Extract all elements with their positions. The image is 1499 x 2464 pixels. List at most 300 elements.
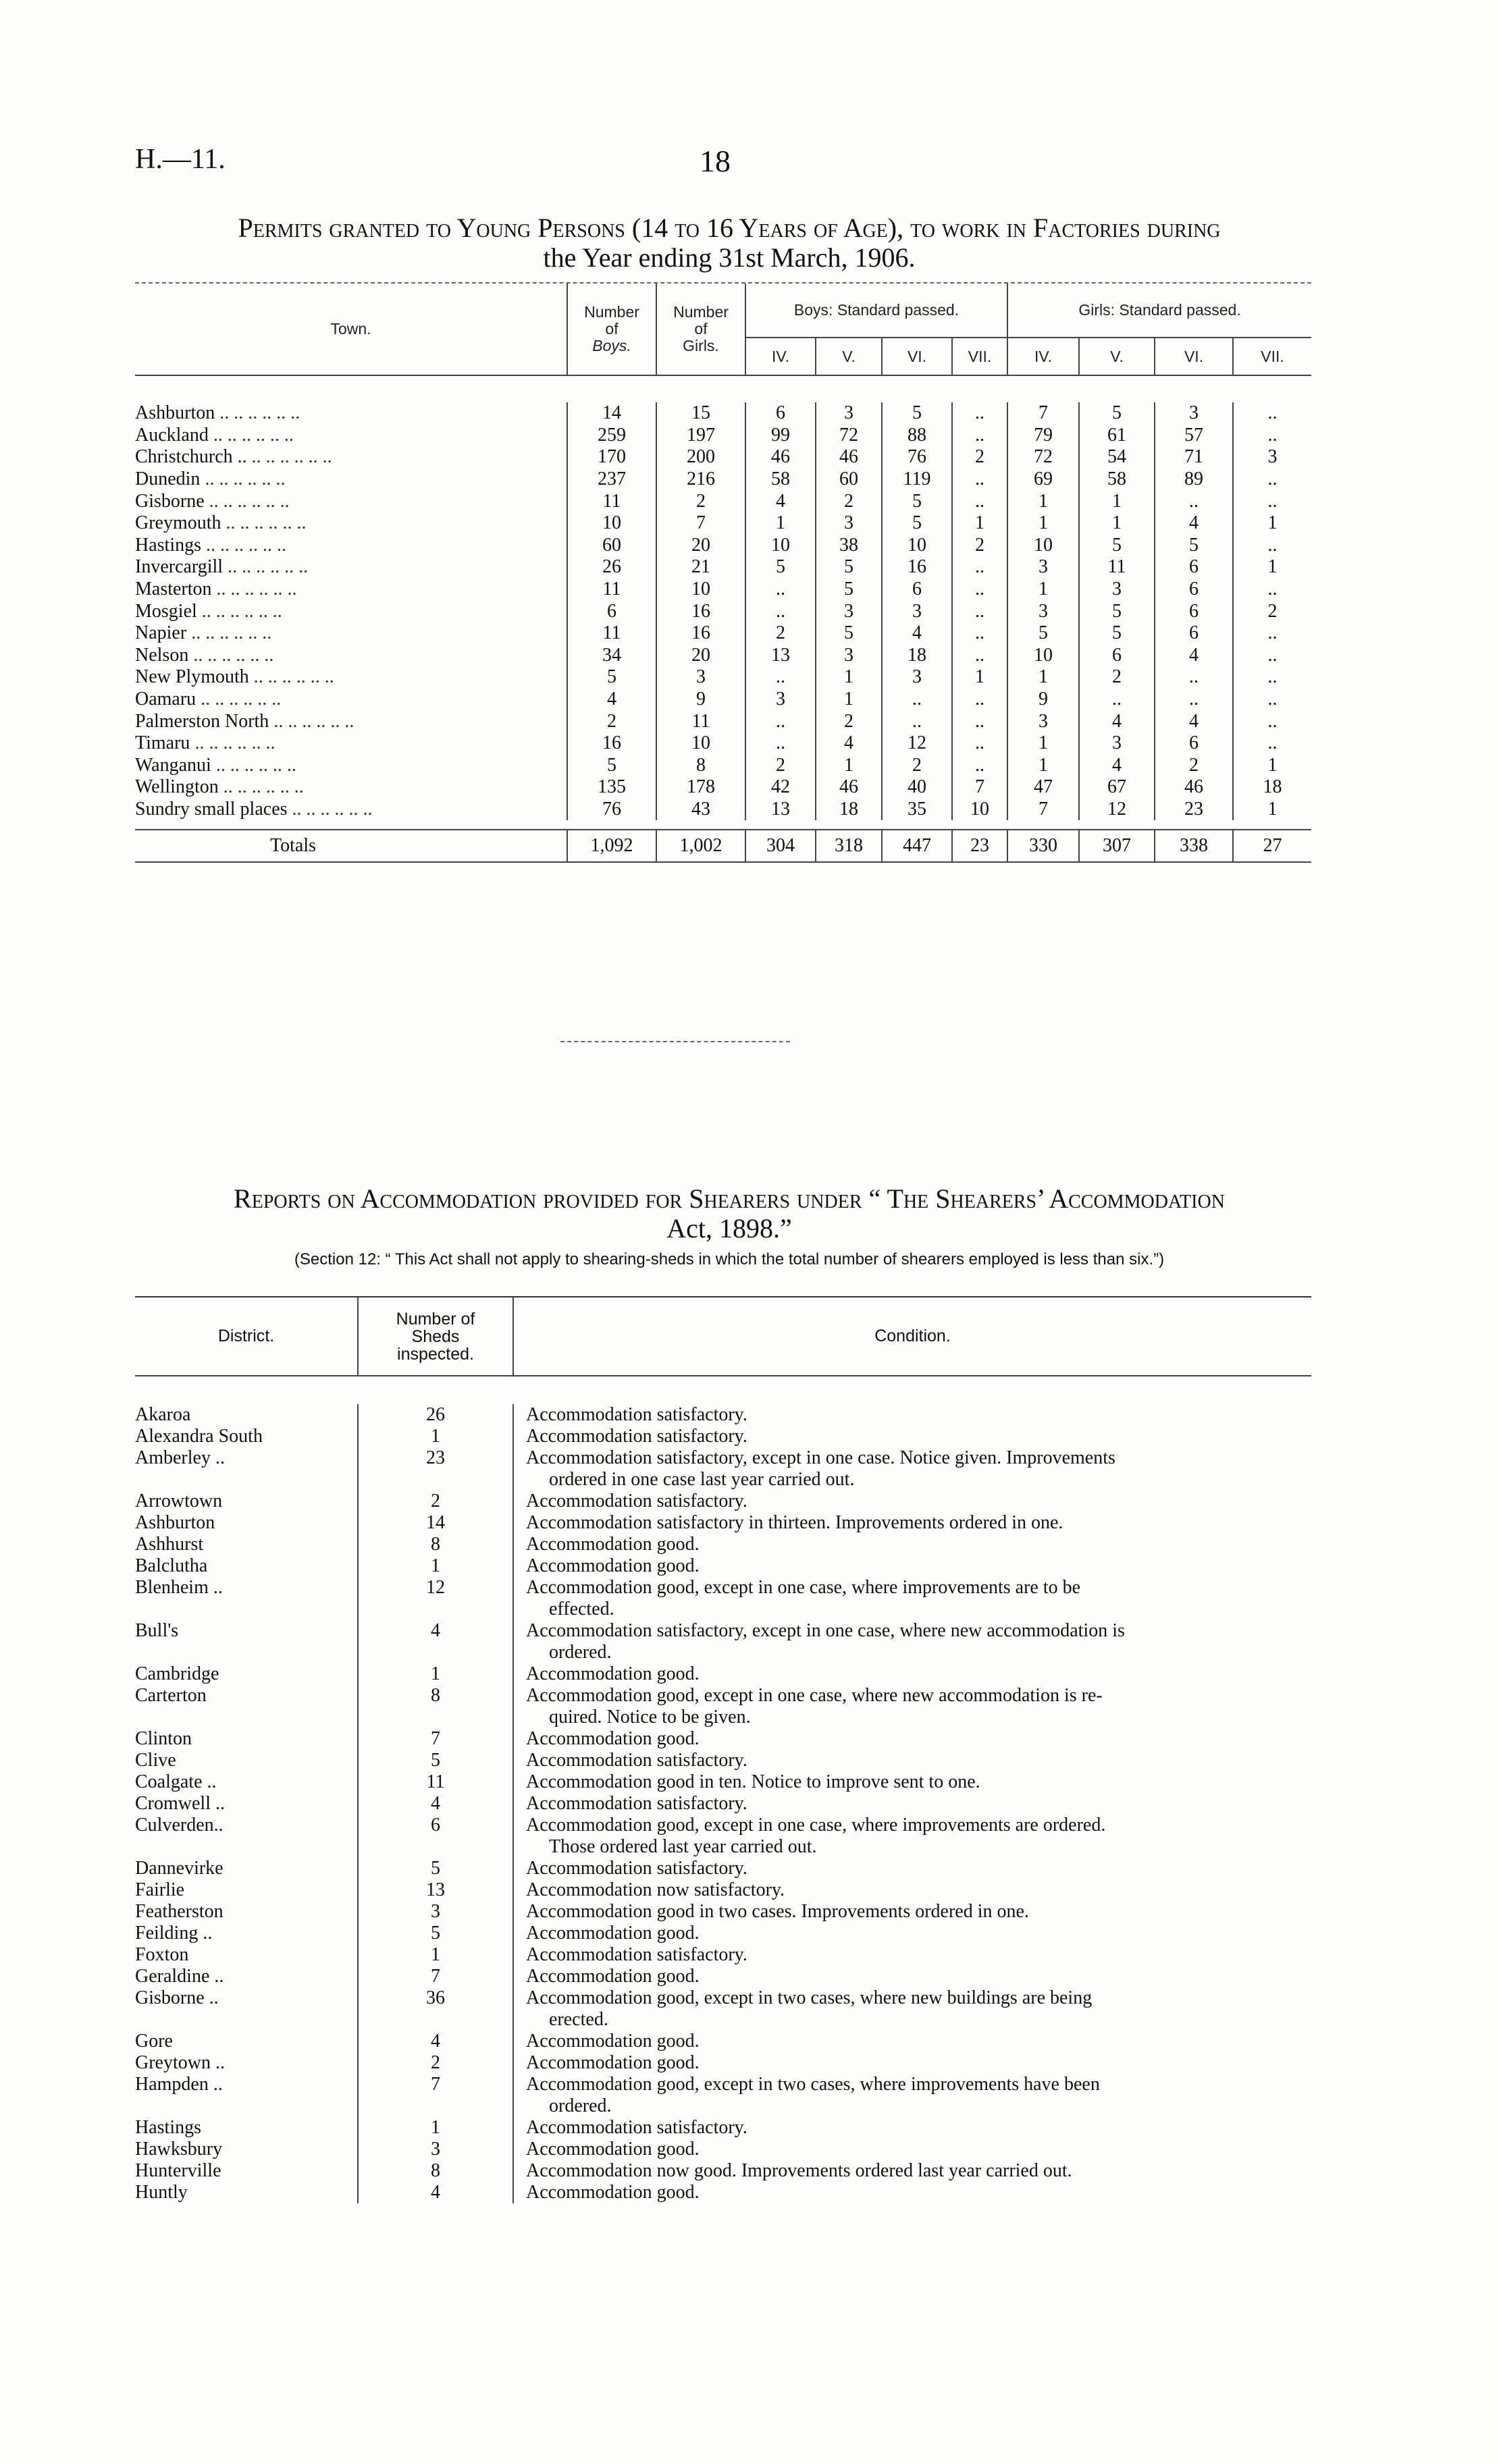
girls-standard-value: .. <box>1233 666 1311 689</box>
condition-cell <box>513 1987 1311 2031</box>
town-name: Hastings <box>135 534 201 556</box>
girls-standard-value: 89 <box>1155 468 1233 491</box>
boys-standard-value: 1 <box>816 666 882 689</box>
condition-cell <box>513 1404 1311 1426</box>
boys-standard-value: 2 <box>952 535 1007 557</box>
boys-standard-value: 10 <box>745 535 816 557</box>
girls-standard-value: 1 <box>1233 512 1311 535</box>
sheds-count: 8 <box>358 1685 513 1728</box>
girls-standard-value: 69 <box>1007 468 1079 491</box>
shearers-row <box>135 1491 1311 1512</box>
girls-count: 2 <box>656 490 745 512</box>
boys-count: 76 <box>567 799 656 821</box>
col-condition: Condition. <box>513 1297 1311 1376</box>
town-name: Palmerston North <box>135 710 269 732</box>
district-name: Blenheim .. <box>135 1577 223 1598</box>
total-girls-standard: 330 <box>1007 830 1079 862</box>
girls-standard-value: 58 <box>1079 468 1155 491</box>
condition-cell <box>513 1966 1311 1987</box>
girls-standard-value: 1 <box>1079 490 1155 512</box>
girls-standard-value: 6 <box>1079 645 1155 667</box>
district-name: Clive <box>135 1750 176 1771</box>
girls-standard-value: .. <box>1233 689 1311 711</box>
boys-standard-value: 16 <box>882 556 952 579</box>
shearers-row <box>135 1901 1311 1923</box>
girls-standard-value: 5 <box>1007 622 1079 645</box>
shearers-row <box>135 1858 1311 1879</box>
town-name: Gisborne <box>135 490 205 512</box>
condition-text: Accommodation good. <box>526 1728 700 1749</box>
permits-row <box>135 600 1311 622</box>
condition-cell <box>513 2117 1311 2139</box>
sheds-count: 8 <box>358 1534 513 1555</box>
shearers-row <box>135 1987 1311 2031</box>
shearers-row <box>135 1685 1311 1728</box>
condition-continuation: Those ordered last year carried out. <box>549 1836 817 1857</box>
condition-text: Accommodation good. <box>526 2182 700 2203</box>
shearers-row <box>135 1793 1311 1815</box>
condition-cell <box>513 1555 1311 1577</box>
girls-standard-value: 1 <box>1079 512 1155 535</box>
girls-standard-value: 71 <box>1155 446 1233 468</box>
boys-count: 14 <box>567 402 656 425</box>
boys-standard-value: 60 <box>816 468 882 491</box>
girls-standard-value: .. <box>1233 468 1311 491</box>
boys-standard-value: .. <box>952 425 1007 447</box>
permits-title-line2: the Year ending 31st March, 1906. <box>543 242 916 273</box>
boys-standard-value: .. <box>952 710 1007 732</box>
shearers-row <box>135 1426 1311 1447</box>
boys-standard-value: 46 <box>816 446 882 468</box>
condition-cell <box>513 1663 1311 1685</box>
boys-standard-value: 1 <box>952 512 1007 535</box>
col-boys: Number of Boys. <box>567 284 656 375</box>
boys-standard-value: .. <box>952 468 1007 491</box>
town-cell <box>135 689 567 711</box>
sheds-count: 26 <box>358 1404 513 1426</box>
leader-dots: .. .. .. .. .. .. <box>208 424 294 446</box>
town-cell <box>135 446 567 468</box>
condition-text: Accommodation good. <box>526 1966 700 1987</box>
district-name: Amberley .. <box>135 1447 225 1468</box>
total-girls-standard: 307 <box>1079 830 1155 862</box>
boys-standard-value: 3 <box>745 689 816 711</box>
shearers-row <box>135 1750 1311 1771</box>
boys-standard-value: 2 <box>952 446 1007 468</box>
leader-dots: .. .. .. .. .. .. <box>221 512 307 534</box>
boys-standard-value: 1 <box>952 666 1007 689</box>
district-name: Bull's <box>135 1620 179 1641</box>
girls-standard-value: 7 <box>1007 402 1079 425</box>
shearers-row <box>135 2160 1311 2182</box>
boys-count: 34 <box>567 645 656 667</box>
col-sheds: Number of Sheds inspected. <box>358 1297 513 1376</box>
permits-title-line1: Permits granted to Young Persons (14 to 16 Years of Age), to work in Factories during <box>238 213 1221 243</box>
boys-standard-value: 3 <box>816 645 882 667</box>
town-name: Auckland <box>135 424 209 446</box>
sheds-count: 1 <box>358 2117 513 2139</box>
district-name: Akaroa <box>135 1404 191 1425</box>
boys-standard-value: 99 <box>745 425 816 447</box>
condition-text: Accommodation satisfactory, except in one case. Notice given. Improvements <box>526 1447 1115 1468</box>
girls-standard-value: 3 <box>1007 600 1079 622</box>
page-number: 18 <box>700 144 731 178</box>
permits-row <box>135 425 1311 447</box>
condition-cell <box>513 1728 1311 1750</box>
sheds-count: 2 <box>358 2052 513 2074</box>
girls-standard-value: 1 <box>1233 799 1311 821</box>
condition-text: Accommodation good, except in one case, where new accommodation is re- <box>526 1685 1103 1706</box>
boys-standard-value: .. <box>952 490 1007 512</box>
town-name: Wellington <box>135 776 219 798</box>
boys-standard-value: 35 <box>882 799 952 821</box>
boys-standard-value: 1 <box>816 689 882 711</box>
condition-cell <box>513 1426 1311 1447</box>
sheds-count: 6 <box>358 1815 513 1858</box>
boys-standard-value: 46 <box>745 446 816 468</box>
town-name: Wanganui <box>135 754 211 776</box>
girls-standard-value: 3 <box>1007 556 1079 579</box>
col-girls-std: IV. <box>1007 338 1079 375</box>
totals-row <box>135 830 1311 862</box>
shearers-row <box>135 2074 1311 2117</box>
boys-count: 4 <box>567 689 656 711</box>
total-girls-standard: 27 <box>1233 830 1311 862</box>
permits-row <box>135 490 1311 512</box>
sheds-count: 4 <box>358 2182 513 2203</box>
town-cell <box>135 622 567 645</box>
condition-cell <box>513 2052 1311 2074</box>
condition-text: Accommodation satisfactory. <box>526 1491 747 1511</box>
permits-row <box>135 579 1311 601</box>
boys-standard-value: .. <box>952 732 1007 755</box>
condition-cell <box>513 1858 1311 1879</box>
town-name: Invercargill <box>135 556 223 578</box>
boys-count: 5 <box>567 666 656 689</box>
condition-continuation: effected. <box>549 1599 614 1619</box>
shearers-row <box>135 2117 1311 2139</box>
permits-row <box>135 666 1311 689</box>
girls-standard-value: 12 <box>1079 799 1155 821</box>
boys-count: 237 <box>567 468 656 491</box>
girls-standard-value: .. <box>1233 579 1311 601</box>
condition-cell <box>513 1577 1311 1620</box>
col-boys-std: VI. <box>882 338 952 375</box>
town-cell <box>135 556 567 579</box>
shearers-title <box>135 1184 1323 1243</box>
shearers-row <box>135 2182 1311 2203</box>
shearers-row <box>135 2139 1311 2160</box>
district-name: Hawksbury <box>135 2139 223 2160</box>
boys-standard-value: 7 <box>952 776 1007 799</box>
condition-text: Accommodation good. <box>526 2139 700 2160</box>
girls-count: 11 <box>656 710 745 732</box>
boys-standard-value: 6 <box>882 579 952 601</box>
girls-standard-value: 6 <box>1155 732 1233 755</box>
leader-dots: .. .. .. .. .. .. <box>215 402 300 424</box>
boys-standard-value: 4 <box>816 732 882 755</box>
condition-cell <box>513 1923 1311 1944</box>
girls-standard-value: 3 <box>1079 579 1155 601</box>
permits-row <box>135 689 1311 711</box>
boys-standard-value: 6 <box>745 402 816 425</box>
boys-standard-value: 3 <box>816 512 882 535</box>
girls-standard-value: .. <box>1233 490 1311 512</box>
total-boys-standard: 23 <box>952 830 1007 862</box>
girls-standard-value: 5 <box>1155 535 1233 557</box>
leader-dots: .. .. .. .. .. .. <box>200 468 286 490</box>
boys-standard-value: 2 <box>816 710 882 732</box>
permits-row <box>135 535 1311 557</box>
girls-standard-value: 1 <box>1233 556 1311 579</box>
condition-text: Accommodation good in two cases. Improvements ordered in one. <box>526 1901 1029 1922</box>
leader-dots: .. .. .. .. .. .. <box>204 490 290 512</box>
boys-standard-value: .. <box>952 755 1007 777</box>
girls-standard-value: 4 <box>1155 710 1233 732</box>
town-name: Masterton <box>135 579 212 600</box>
sheds-count: 12 <box>358 1577 513 1620</box>
col-boys-std: IV. <box>745 338 816 375</box>
girls-standard-value: .. <box>1233 425 1311 447</box>
condition-cell <box>513 2160 1311 2182</box>
town-cell <box>135 512 567 535</box>
col-town: Town. <box>330 320 371 338</box>
shearers-row <box>135 1447 1311 1491</box>
shearers-title-line1: Reports on Accommodation provided for Shearers under “ The Shearers’ Accommodation <box>234 1183 1225 1214</box>
town-name: Mosgiel <box>135 600 197 622</box>
town-name: Christchurch .. <box>135 446 247 468</box>
girls-standard-value: 46 <box>1155 776 1233 799</box>
leader-dots: .. .. .. .. .. .. <box>190 732 275 754</box>
district-name: Arrowtown <box>135 1491 223 1511</box>
condition-cell <box>513 2182 1311 2203</box>
permits-row <box>135 622 1311 645</box>
girls-standard-value: 67 <box>1079 776 1155 799</box>
girls-count: 3 <box>656 666 745 689</box>
girls-standard-value: .. <box>1155 666 1233 689</box>
district-name: Ashburton <box>135 1512 215 1533</box>
leader-dots: .. .. .. .. .. .. <box>188 644 274 666</box>
boys-standard-value: .. <box>745 600 816 622</box>
girls-count: 8 <box>656 755 745 777</box>
boys-count: 11 <box>567 490 656 512</box>
boys-standard-value: 2 <box>745 622 816 645</box>
condition-cell <box>513 1771 1311 1793</box>
girls-standard-value: 5 <box>1079 622 1155 645</box>
boys-standard-value: 38 <box>816 535 882 557</box>
leader-dots: .. .. .. .. .. .. <box>196 600 282 622</box>
sheds-count: 14 <box>358 1512 513 1534</box>
condition-text: Accommodation satisfactory. <box>526 1858 747 1879</box>
girls-count: 10 <box>656 579 745 601</box>
boys-standard-value: 12 <box>882 732 952 755</box>
leader-dots: .. .. .. .. .. .. <box>201 534 286 556</box>
permits-row <box>135 776 1311 799</box>
permits-row <box>135 468 1311 491</box>
district-name: Balclutha <box>135 1555 208 1576</box>
sheds-count: 1 <box>358 1555 513 1577</box>
girls-standard-value: 3 <box>1079 732 1155 755</box>
condition-text: Accommodation good. <box>526 1923 700 1944</box>
condition-cell <box>513 1879 1311 1901</box>
shearers-row <box>135 1966 1311 1987</box>
shearers-row <box>135 1534 1311 1555</box>
girls-standard-value: .. <box>1233 732 1311 755</box>
condition-text: Accommodation good. <box>526 2052 700 2073</box>
girls-count: 16 <box>656 622 745 645</box>
condition-cell <box>513 1793 1311 1815</box>
girls-count: 10 <box>656 732 745 755</box>
condition-text: Accommodation satisfactory. <box>526 1793 747 1814</box>
town-cell <box>135 535 567 557</box>
girls-standard-value: .. <box>1233 402 1311 425</box>
girls-standard-value: 1 <box>1007 755 1079 777</box>
boys-standard-value: 3 <box>882 666 952 689</box>
girls-count: 20 <box>656 535 745 557</box>
girls-standard-value: 54 <box>1079 446 1155 468</box>
town-name: Greymouth <box>135 512 221 534</box>
sheds-count: 4 <box>358 1793 513 1815</box>
condition-continuation: ordered. <box>549 1642 612 1663</box>
boys-standard-value: 5 <box>882 512 952 535</box>
permits-row <box>135 512 1311 535</box>
shearers-row <box>135 1771 1311 1793</box>
district-name: Featherston <box>135 1901 223 1922</box>
condition-text: Accommodation good in ten. Notice to improve sent to one. <box>526 1771 980 1792</box>
shearers-row <box>135 2052 1311 2074</box>
boys-standard-value: 5 <box>816 556 882 579</box>
boys-standard-value: 72 <box>816 425 882 447</box>
boys-standard-value: .. <box>952 622 1007 645</box>
boys-standard-value: .. <box>745 666 816 689</box>
girls-standard-value: 4 <box>1079 710 1155 732</box>
district-name: Foxton <box>135 1944 189 1965</box>
boys-standard-value: 88 <box>882 425 952 447</box>
total-boys-standard: 447 <box>882 830 952 862</box>
permits-row <box>135 755 1311 777</box>
girls-count: 197 <box>656 425 745 447</box>
boys-standard-value: 5 <box>745 556 816 579</box>
girls-standard-value: 6 <box>1155 622 1233 645</box>
col-girls-standard: Girls: Standard passed. <box>1007 284 1311 338</box>
permits-table <box>135 284 1311 863</box>
col-girls-std: VI. <box>1155 338 1233 375</box>
girls-standard-value: 3 <box>1155 402 1233 425</box>
permits-row <box>135 402 1311 425</box>
leader-dots: .. .. .. .. .. .. <box>223 556 309 578</box>
total-boys: 1,092 <box>567 830 656 862</box>
boys-count: 16 <box>567 732 656 755</box>
boys-standard-value: .. <box>745 710 816 732</box>
boys-standard-value: 3 <box>882 600 952 622</box>
girls-standard-value: 6 <box>1155 556 1233 579</box>
total-girls-standard: 338 <box>1155 830 1233 862</box>
boys-standard-value: .. <box>882 689 952 711</box>
col-girls: Number of Girls. <box>656 284 745 375</box>
leader-dots: .. .. .. .. .. .. <box>186 622 272 644</box>
boys-count: 170 <box>567 446 656 468</box>
condition-text: Accommodation now satisfactory. <box>526 1879 785 1900</box>
shearers-row <box>135 1555 1311 1577</box>
leader-dots: .. .. .. .. .. .. <box>211 754 296 776</box>
girls-standard-value: 72 <box>1007 446 1079 468</box>
leader-dots: .. .. .. .. .. .. <box>269 710 354 732</box>
permits-row <box>135 799 1311 821</box>
sheds-count: 1 <box>358 1426 513 1447</box>
condition-text: Accommodation good, except in two cases, where new buildings are being <box>526 1987 1093 2008</box>
condition-text: Accommodation satisfactory in thirteen. Improvements ordered in one. <box>526 1512 1063 1533</box>
boys-standard-value: 5 <box>882 490 952 512</box>
shearers-title-line2: Act, 1898.” <box>666 1213 792 1243</box>
boys-count: 10 <box>567 512 656 535</box>
boys-count: 135 <box>567 776 656 799</box>
condition-continuation: ordered in one case last year carried out. <box>549 1469 855 1490</box>
boys-standard-value: .. <box>952 556 1007 579</box>
girls-standard-value: 1 <box>1007 732 1079 755</box>
condition-cell <box>513 1620 1311 1663</box>
town-name: Nelson <box>135 644 189 666</box>
shearers-row <box>135 1512 1311 1534</box>
boys-standard-value: 4 <box>745 490 816 512</box>
permits-row <box>135 556 1311 579</box>
condition-text: Accommodation good. <box>526 1534 700 1555</box>
boys-standard-value: 1 <box>816 755 882 777</box>
girls-standard-value: 18 <box>1233 776 1311 799</box>
sheds-count: 13 <box>358 1879 513 1901</box>
condition-text: Accommodation satisfactory. <box>526 1750 747 1771</box>
col-girls-std: VII. <box>1233 338 1311 375</box>
girls-standard-value: 6 <box>1155 579 1233 601</box>
sheds-count: 4 <box>358 2031 513 2052</box>
girls-count: 216 <box>656 468 745 491</box>
town-cell <box>135 600 567 622</box>
boys-standard-value: .. <box>952 402 1007 425</box>
shearers-row <box>135 1728 1311 1750</box>
town-name: Oamaru <box>135 689 196 710</box>
condition-cell <box>513 1447 1311 1491</box>
girls-count: 43 <box>656 799 745 821</box>
girls-count: 178 <box>656 776 745 799</box>
town-name: Dunedin <box>135 468 201 490</box>
condition-text: Accommodation good. <box>526 1555 700 1576</box>
boys-standard-value: 58 <box>745 468 816 491</box>
boys-standard-value: .. <box>952 645 1007 667</box>
boys-standard-value: 2 <box>882 755 952 777</box>
girls-count: 20 <box>656 645 745 667</box>
condition-text: Accommodation satisfactory. <box>526 2117 747 2138</box>
girls-standard-value: 5 <box>1079 402 1155 425</box>
girls-standard-value: 10 <box>1007 645 1079 667</box>
girls-standard-value: 1 <box>1233 755 1311 777</box>
town-name: Timaru <box>135 732 190 754</box>
girls-standard-value: .. <box>1155 689 1233 711</box>
town-cell <box>135 425 567 447</box>
page-section-code: H.—11. <box>135 144 226 175</box>
town-cell <box>135 645 567 667</box>
boys-standard-value: 13 <box>745 799 816 821</box>
town-cell <box>135 666 567 689</box>
sheds-count: 11 <box>358 1771 513 1793</box>
district-name: Greytown .. <box>135 2052 225 2073</box>
permits-row <box>135 446 1311 468</box>
boys-standard-value: 5 <box>816 579 882 601</box>
girls-standard-value: 61 <box>1079 425 1155 447</box>
girls-standard-value: 6 <box>1155 600 1233 622</box>
condition-cell <box>513 1512 1311 1534</box>
sheds-count: 7 <box>358 2074 513 2117</box>
district-name: Ashhurst <box>135 1534 204 1555</box>
boys-standard-value: .. <box>952 689 1007 711</box>
